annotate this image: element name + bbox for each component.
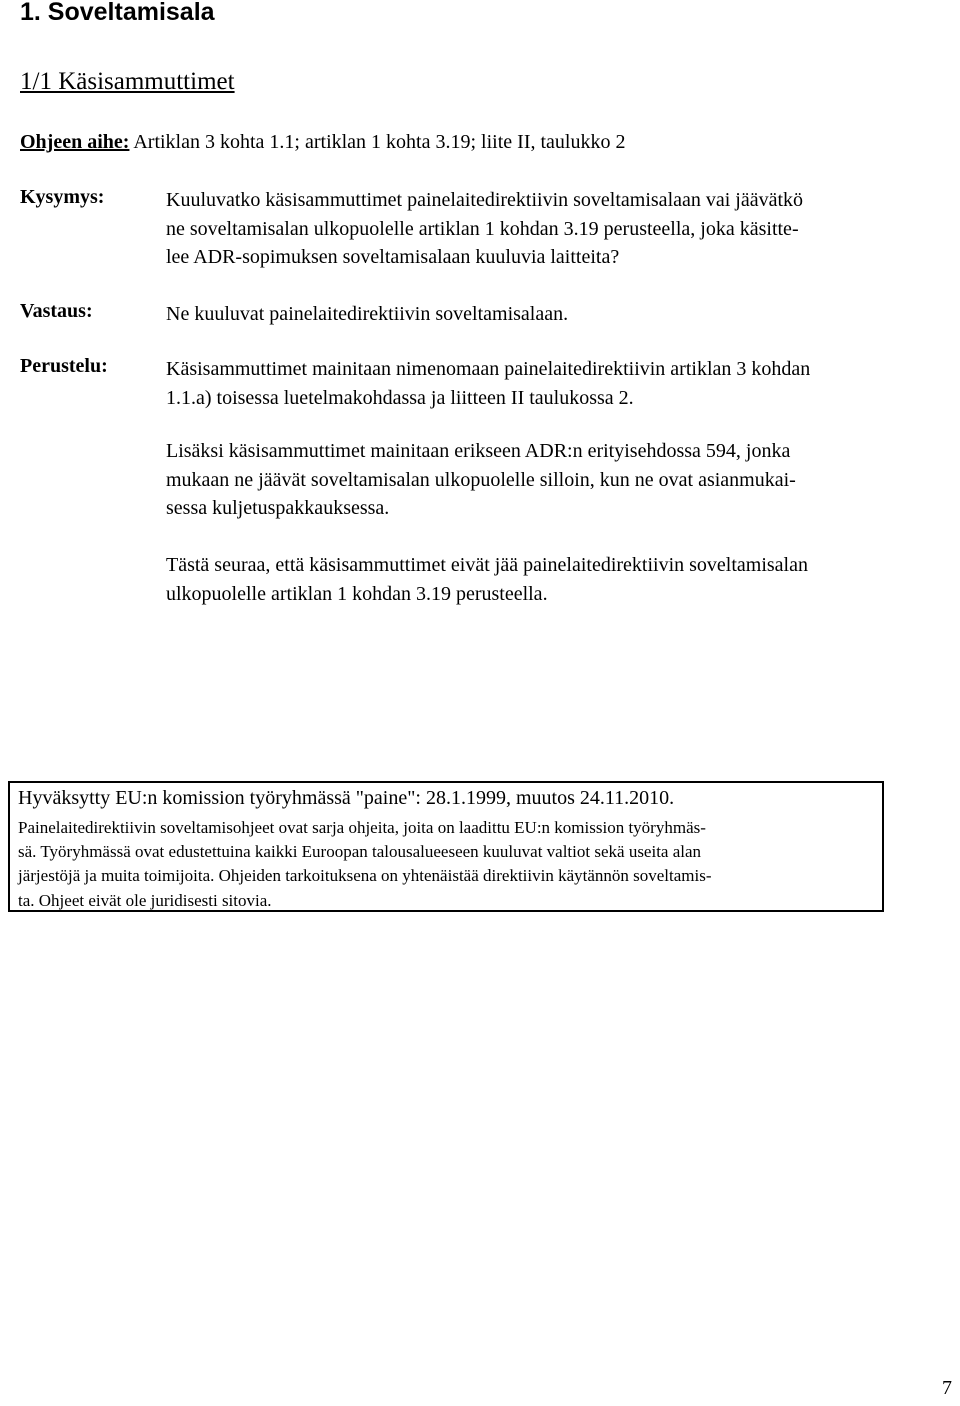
subsection-heading: 1/1 Käsisammuttimet bbox=[20, 68, 235, 95]
justification-line: ulkopuolelle artiklan 1 kohdan 3.19 perusteella. bbox=[166, 582, 548, 605]
question-line: lee ADR-sopimuksen soveltamisalaan kuuluvia laitteita? bbox=[166, 246, 620, 268]
topic-text: Artiklan 3 kohta 1.1; artiklan 1 kohta 3.19; liite II, taulukko 2 bbox=[129, 131, 626, 153]
justification-line: Lisäksi käsisammuttimet mainitaan erikseen ADR:n erityisehdossa 594, jonka bbox=[166, 440, 791, 462]
page-number: 7 bbox=[942, 1377, 952, 1399]
approval-note-title: Hyväksytty EU:n komission työryhmässä "paine": 28.1.1999, muutos 24.11.2010. bbox=[18, 787, 675, 809]
justification-line: Käsisammuttimet mainitaan nimenomaan painelaitedirektiivin artiklan 3 kohdan bbox=[166, 358, 811, 380]
question-line: ne soveltamisalan ulkopuolelle artiklan 1 kohdan 3.19 perusteella, joka käsitte- bbox=[166, 217, 799, 240]
note-line: sä. Työryhmässä ovat edustettuina kaikki Euroopan talousalueeseen kuuluvat valtiot sekä useita alan bbox=[18, 842, 702, 862]
justification-paragraph-3 bbox=[166, 551, 808, 608]
justification-line: 1.1.a) toisessa luetelmakohdassa ja liitteen II taulukossa 2. bbox=[166, 386, 634, 409]
note-line: järjestöjä ja muita toimijoita. Ohjeiden tarkoituksena on yhtenäistää direktiivin käytännön soveltamis- bbox=[18, 866, 712, 886]
justification-line: sessa kuljetuspakkauksessa. bbox=[166, 497, 390, 519]
note-line: ta. Ohjeet eivät ole juridisesti sitovia. bbox=[18, 890, 272, 910]
approval-note-body bbox=[18, 816, 712, 913]
topic-label: Ohjeen aihe: bbox=[20, 131, 130, 153]
question-label: Kysymys: bbox=[20, 186, 105, 208]
justification-paragraph-2 bbox=[166, 437, 796, 523]
justification-label: Perustelu: bbox=[20, 355, 108, 377]
answer-text: Ne kuuluvat painelaitedirektiivin soveltamisalaan. bbox=[166, 303, 569, 325]
justification-line: mukaan ne jäävät soveltamisalan ulkopuolelle silloin, kun ne ovat asianmukai- bbox=[166, 468, 796, 491]
question-line: Kuuluvatko käsisammuttimet painelaitedirektiivin soveltamisalaan vai jäävätkö bbox=[166, 189, 804, 211]
note-line: Painelaitedirektiivin soveltamisohjeet ovat sarja ohjeita, joita on laadittu EU:n komission työryhmäs- bbox=[18, 818, 706, 837]
approval-note-box bbox=[8, 781, 884, 912]
justification-paragraph-1 bbox=[166, 355, 810, 412]
topic-line bbox=[20, 131, 625, 154]
section-heading: 1. Soveltamisala bbox=[20, 0, 215, 26]
justification-line: Tästä seuraa, että käsisammuttimet eivät jää painelaitedirektiivin soveltamisalan bbox=[166, 554, 808, 576]
answer-label: Vastaus: bbox=[20, 300, 93, 322]
question-text bbox=[166, 186, 803, 272]
